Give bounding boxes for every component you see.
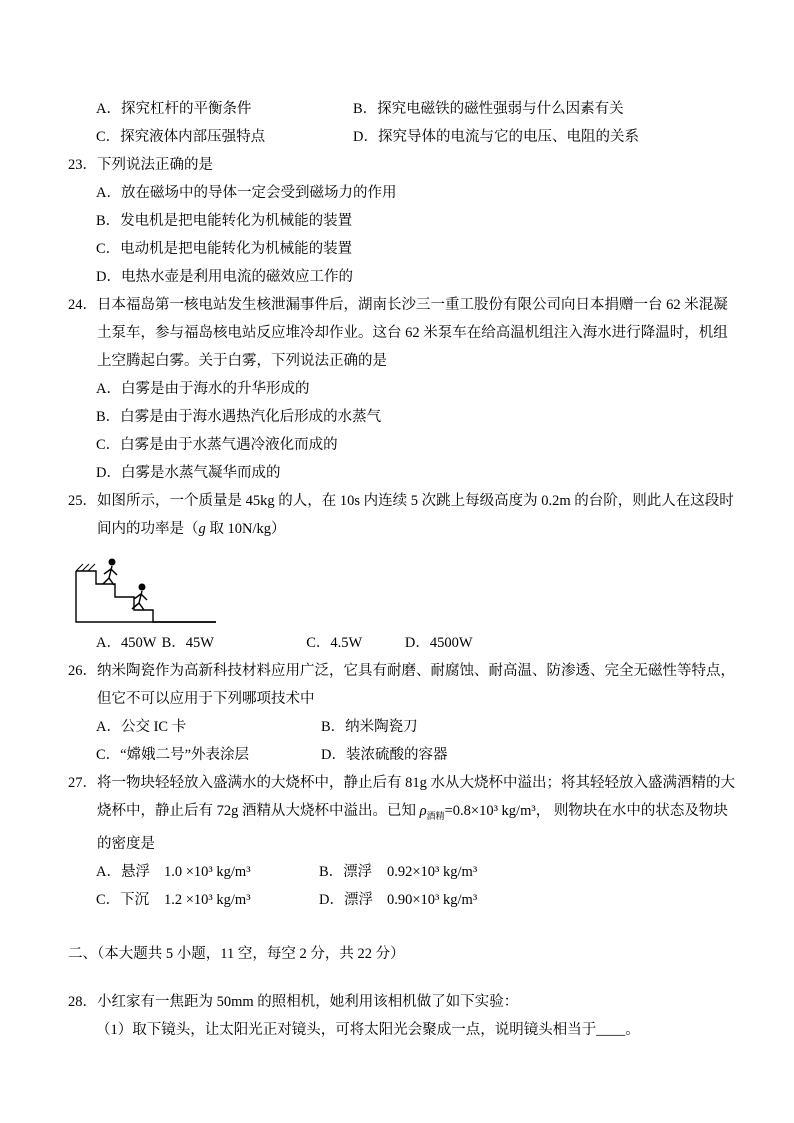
- question-24-stem: 日本福岛第一核电站发生核泄漏事件后，湖南长沙三一重工股份有限公司向日本捐赠一台 62 米混凝土泵车，参与福岛核电站反应堆冷却作业。这台 62 米泵车在给高温机组注入海水进行降温时，机组上空腾起白雾。关于白雾，下列说法正确的是: [97, 297, 728, 369]
- option-23-c: C．电动机是把电能转化为机械能的装置: [96, 241, 353, 257]
- question-25-head: [68, 487, 736, 543]
- question-25-number: 25．: [68, 493, 97, 509]
- question-25: [68, 487, 736, 657]
- question-28-head: [68, 988, 736, 1016]
- question-26-number: 26．: [68, 663, 97, 679]
- option-27-c-label: C．下沉: [96, 892, 150, 908]
- option-25-d: D．4500W: [404, 635, 473, 651]
- option-23-b: B．发电机是把电能转化为机械能的装置: [96, 213, 353, 229]
- option-26-a: A．公交 IC 卡: [96, 719, 187, 735]
- option-24-b: B．白雾是由于海水遇热汽化后形成的水蒸气: [96, 409, 382, 425]
- question-27: [68, 769, 736, 914]
- question-24-head: [68, 291, 736, 375]
- question-24-number: 24．: [68, 297, 97, 313]
- option-27-d: [319, 886, 736, 914]
- question-27-number: 27．: [68, 775, 97, 791]
- option-23-a: A．放在磁场中的导体一定会受到磁场力的作用: [96, 185, 397, 201]
- option-25-a: A．450W: [96, 635, 157, 651]
- option-27-b: [319, 858, 736, 886]
- q27-stem-part2: =0.8×10³ kg/m³， 则物块在水中的状态及物块的密度是: [97, 803, 728, 852]
- question-26-options: [68, 713, 736, 769]
- option-27-d-value: 0.90×10³ kg/m³: [387, 892, 478, 908]
- section-2-header: 二、（本大题共 5 小题，11 空，每空 2 分，共 22 分）: [68, 946, 405, 962]
- option-27-c: [96, 886, 319, 914]
- question-28-sub-1: （1）取下镜头，让太阳光正对镜头，可将太阳光会聚成一点，说明镜头相当于____。: [96, 1022, 640, 1038]
- q27-rho-subscript: 酒精: [426, 811, 445, 821]
- question-28-stem: 小红家有一焦距为 50mm 的照相机，她利用该相机做了如下实验：: [97, 994, 519, 1010]
- q25-stem-part1: 如图所示，一个质量是 45kg 的人，在 10s 内连续 5 次跳上每级高度为 0.2m 的台阶，则此人在这段时间内的功率是（: [97, 493, 734, 537]
- option-23-d: D．电热水壶是利用电流的磁效应工作的: [96, 269, 353, 285]
- q27-rho-symbol: ρ: [419, 803, 427, 819]
- option-24-c: C．白雾是由于水蒸气遇冷液化而成的: [96, 437, 338, 453]
- option-25-b: B．45W: [161, 635, 214, 651]
- option-27-a-value: 1.0 ×10³ kg/m³: [164, 864, 251, 880]
- question-27-head: [68, 769, 736, 858]
- option-24-a: A．白雾是由于海水的升华形成的: [96, 381, 310, 397]
- stairs-figure: [70, 547, 220, 625]
- question-27-options: [68, 858, 736, 914]
- question-25-stem: [97, 487, 736, 543]
- option-22-d: D．探究导体的电流与它的电压、电阻的关系: [353, 129, 639, 145]
- question-23-number: 23．: [68, 157, 97, 173]
- option-27-c-value: 1.2 ×10³ kg/m³: [164, 892, 251, 908]
- hatch-marks: [76, 564, 95, 571]
- option-26-d: D．装浓硫酸的容器: [321, 747, 448, 763]
- option-27-b-value: 0.92×10³ kg/m³: [387, 864, 478, 880]
- question-23-options: [68, 179, 736, 291]
- q25-stem-part2: 取 10N/kg）: [205, 521, 286, 537]
- question-26: [68, 657, 736, 769]
- question-24-options: [68, 375, 736, 487]
- option-26-b: B．纳米陶瓷刀: [321, 719, 418, 735]
- question-26-head: [68, 657, 736, 713]
- option-22-c: C．探究液体内部压强特点: [96, 129, 266, 145]
- question-23: [68, 151, 736, 291]
- question-26-stem: 纳米陶瓷作为高新科技材料应用广泛，它具有耐磨、耐腐蚀、耐高温、防渗透、完全无磁性等特点，但它不可以应用于下列哪项技术中: [97, 663, 735, 707]
- option-27-a: [96, 858, 319, 886]
- question-24: [68, 291, 736, 487]
- question-28: [68, 988, 736, 1044]
- option-26-c: C．“嫦娥二号”外表涂层: [96, 747, 250, 763]
- question-22-options: [68, 95, 736, 151]
- question-27-stem: [97, 769, 736, 858]
- option-27-b-label: B．漂浮: [319, 864, 373, 880]
- q25-g-symbol: g: [198, 521, 206, 537]
- question-25-figure: [70, 547, 736, 627]
- stairs-shape: [76, 571, 216, 622]
- figure-person-upper: [103, 559, 117, 586]
- question-25-options: [68, 629, 736, 657]
- option-27-d-label: D．漂浮: [319, 892, 373, 908]
- question-28-subquestions: [68, 1016, 736, 1044]
- question-23-head: [68, 151, 736, 179]
- option-24-d: D．白雾是水蒸气凝华而成的: [96, 465, 281, 481]
- q27-stem-part1: 将一物块轻轻放入盛满水的大烧杯中，静止后有 81g 水从大烧杯中溢出；将其轻轻放入盛满酒精的大烧杯中，静止后有 72g 酒精从大烧杯中溢出。已知: [97, 775, 735, 819]
- option-25-c: C．4.5W: [306, 635, 363, 651]
- option-22-b: B．探究电磁铁的磁性强弱与什么因素有关: [353, 101, 624, 117]
- question-28-number: 28．: [68, 994, 97, 1010]
- question-23-stem: 下列说法正确的是: [97, 157, 213, 173]
- option-27-a-label: A．悬浮: [96, 864, 150, 880]
- option-22-a: A．探究杠杆的平衡条件: [96, 101, 252, 117]
